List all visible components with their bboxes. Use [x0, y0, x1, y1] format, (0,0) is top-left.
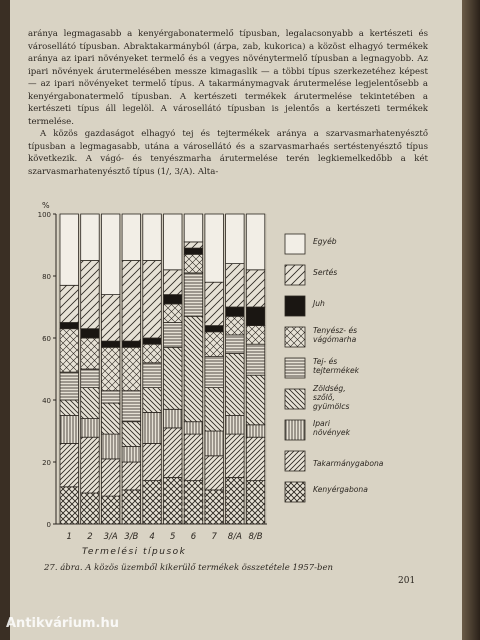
bar-segment-3A-3 [101, 403, 120, 434]
y-tick-label: 20 [42, 459, 51, 467]
bar-segment-2-8 [81, 214, 100, 261]
bar-segment-1-3 [60, 400, 79, 416]
bar-segment-5-5 [164, 304, 183, 323]
bar-segment-7-1 [205, 456, 224, 490]
bar-segment-1-4 [60, 372, 79, 400]
x-axis-label: Termelési típusok [82, 547, 187, 557]
bar-segment-8A-8 [226, 214, 245, 264]
x-tick-label: 8/B [248, 532, 263, 542]
y-axis-label: % [42, 201, 50, 210]
bar-segment-5-6 [164, 295, 183, 304]
bar-segment-2-2 [81, 419, 100, 438]
bar-segment-3B-1 [122, 462, 141, 490]
bar-segment-4-0 [143, 481, 162, 524]
bar-segment-8A-4 [226, 335, 245, 354]
bar-segment-3B-2 [122, 447, 141, 463]
bar-segment-6-5 [184, 254, 203, 273]
x-tick-label: 3/B [124, 532, 139, 542]
legend-swatch [285, 327, 305, 347]
bar-segment-2-4 [81, 369, 100, 388]
bar-segment-6-0 [184, 481, 203, 524]
bar-segment-3A-7 [101, 295, 120, 342]
bar-segment-3A-6 [101, 341, 120, 347]
bar-segment-8A-3 [226, 354, 245, 416]
legend-label: Takarmánygabona [313, 459, 384, 468]
watermark-logo: Antikvárium.hu [6, 616, 119, 631]
legend-label: Tenyész- és vágómarha [313, 326, 358, 344]
bar-segment-2-6 [81, 329, 100, 338]
x-tick-label: 7 [211, 532, 217, 542]
bar-segment-6-2 [184, 422, 203, 434]
bar-segment-8B-0 [246, 481, 264, 524]
bar-segment-7-4 [205, 357, 224, 388]
bar-segment-4-6 [143, 338, 162, 344]
bar-segment-2-3 [81, 388, 100, 419]
legend-label: Tej- és tejtermékek [313, 357, 360, 375]
bar-segment-6-1 [184, 434, 203, 481]
paragraph-2: A közös gazdaságot elhagyó tej és tejtermékek aránya a szarvasmarhatenyésztő típusban a legmagasabb, utána a városellátó és a szarvasmarhaés sertéstenyésztő típus következik. A vágó- és tenyészmarha árutermelése terén legkiemelkedőbb a két szarvasmarhatenyésztő típus (1/, 3/A). Alta- [28, 129, 428, 177]
bar-segment-3B-8 [122, 214, 141, 261]
legend-swatch [285, 234, 305, 254]
x-tick-label: 1 [66, 532, 72, 542]
bar-segment-8B-8 [246, 214, 264, 270]
paragraph-1: aránya legmagasabb a kenyérgabonatermelő típusban, legalacsonyabb a kertészeti és városellátó típusban. Abraktakarmányból (árpa, zab, kukorica) a közöst elhagyó termékek aránya az ipari növényeket termelő és a vegyes növénytermelő típusban a legnagyobb. Az ipari növények árutermelésében messze kimagaslik — a többi típus szerkezetéhez képest — az ipari növényeket termelő típus. A takarmánymagvak árutermelése legjelentősebb a kenyérgabonatermelő típusban. A kertészeti termékek árutermelése tekintetében a kertészeti típus áll legelöl. A városellátó típusban is jelentős a kertészeti termékek termelése. [28, 29, 428, 127]
bar-segment-3A-5 [101, 347, 120, 390]
bar-segment-3B-5 [122, 347, 141, 390]
bar-segment-3B-0 [122, 490, 141, 524]
x-tick-label: 5 [170, 532, 176, 542]
bar-segment-6-8 [184, 214, 203, 242]
bar-segment-4-4 [143, 363, 162, 388]
bar-segment-6-3 [184, 316, 203, 421]
bar-segment-8A-1 [226, 434, 245, 477]
bar-segment-7-8 [205, 214, 224, 282]
bar-segment-3B-4 [122, 391, 141, 422]
page-number: 201 [398, 576, 416, 586]
bar-segment-5-1 [164, 428, 183, 478]
bar-segment-5-4 [164, 323, 183, 348]
bar-segment-8B-2 [246, 425, 264, 437]
y-tick-label: 100 [37, 211, 51, 219]
bar-segment-8A-5 [226, 316, 245, 335]
legend-swatch [285, 296, 305, 316]
bar-segment-1-7 [60, 285, 79, 322]
bar-segment-6-7 [184, 242, 203, 248]
x-tick-label: 8/A [227, 532, 242, 542]
bar-segment-3A-1 [101, 459, 120, 496]
x-tick-label: 6 [190, 532, 197, 542]
bar-segment-7-0 [205, 490, 224, 524]
y-tick-label: 80 [42, 273, 51, 281]
bar-segment-3B-3 [122, 422, 141, 447]
bar-segment-4-8 [143, 214, 162, 261]
bar-segment-8B-5 [246, 326, 264, 345]
legend-swatch [285, 420, 305, 440]
bar-segment-3B-6 [122, 341, 141, 347]
bar-segment-1-6 [60, 323, 79, 329]
legend-label: Egyéb [313, 237, 337, 246]
legend-label: Sertés [313, 268, 338, 277]
x-tick-label: 2 [87, 532, 93, 542]
legend-swatch [285, 451, 305, 471]
legend-swatch [285, 389, 305, 409]
bar-segment-8B-3 [246, 375, 264, 425]
bar-segment-3A-8 [101, 214, 120, 295]
bar-segment-8A-2 [226, 416, 245, 435]
bar-segment-8B-7 [246, 270, 264, 307]
bar-segment-2-1 [81, 437, 100, 493]
bar-segment-4-5 [143, 344, 162, 363]
bar-segment-4-3 [143, 388, 162, 413]
bar-segment-1-5 [60, 329, 79, 372]
bar-segment-8A-7 [226, 264, 245, 307]
bar-segment-2-7 [81, 261, 100, 329]
legend-label: Kenyérgabona [313, 485, 368, 494]
bar-segment-3A-2 [101, 434, 120, 459]
bar-segment-8A-0 [226, 478, 245, 525]
legend-swatch [285, 358, 305, 378]
bar-segment-8B-6 [246, 307, 264, 326]
bar-segment-4-7 [143, 261, 162, 339]
bar-segment-5-0 [164, 478, 183, 525]
bar-segment-8B-4 [246, 344, 264, 375]
bar-segment-5-8 [164, 214, 183, 270]
x-tick-label: 3/A [103, 532, 118, 542]
bar-segment-2-0 [81, 493, 100, 524]
bar-segment-5-2 [164, 409, 183, 428]
bar-segment-3A-4 [101, 391, 120, 403]
bar-segment-2-5 [81, 338, 100, 369]
bar-segment-6-4 [184, 273, 203, 316]
legend-swatch [285, 265, 305, 285]
bar-segment-8A-6 [226, 307, 245, 316]
figure-caption: 27. ábra. A közös üzemből kikerülő termékek összetétele 1957-ben [44, 563, 333, 573]
legend-label: Ipari növények [313, 419, 351, 437]
bar-segment-1-1 [60, 443, 79, 486]
y-tick-label: 0 [46, 521, 51, 529]
bar-segment-1-0 [60, 487, 79, 524]
bar-segment-3B-7 [122, 261, 141, 342]
bar-segment-7-2 [205, 431, 224, 456]
legend-label: Zöldség, szőlő, gyümölcs [313, 384, 350, 411]
bar-segment-7-5 [205, 332, 224, 357]
bar-segment-1-2 [60, 416, 79, 444]
bar-segment-7-3 [205, 388, 224, 431]
legend-label: Juh [313, 299, 325, 308]
bar-segment-5-7 [164, 270, 183, 295]
x-tick-label: 4 [149, 532, 155, 542]
bar-segment-1-8 [60, 214, 79, 285]
bar-segment-4-1 [143, 443, 162, 480]
y-tick-label: 40 [42, 397, 51, 405]
bar-segment-8B-1 [246, 437, 264, 480]
bar-segment-6-6 [184, 248, 203, 254]
bar-segment-7-6 [205, 326, 224, 332]
bar-segment-5-3 [164, 347, 183, 409]
bar-segment-4-2 [143, 412, 162, 443]
bar-segment-7-7 [205, 282, 224, 325]
bar-segment-3A-0 [101, 496, 120, 524]
y-tick-label: 60 [42, 335, 51, 343]
legend-swatch [285, 482, 305, 502]
